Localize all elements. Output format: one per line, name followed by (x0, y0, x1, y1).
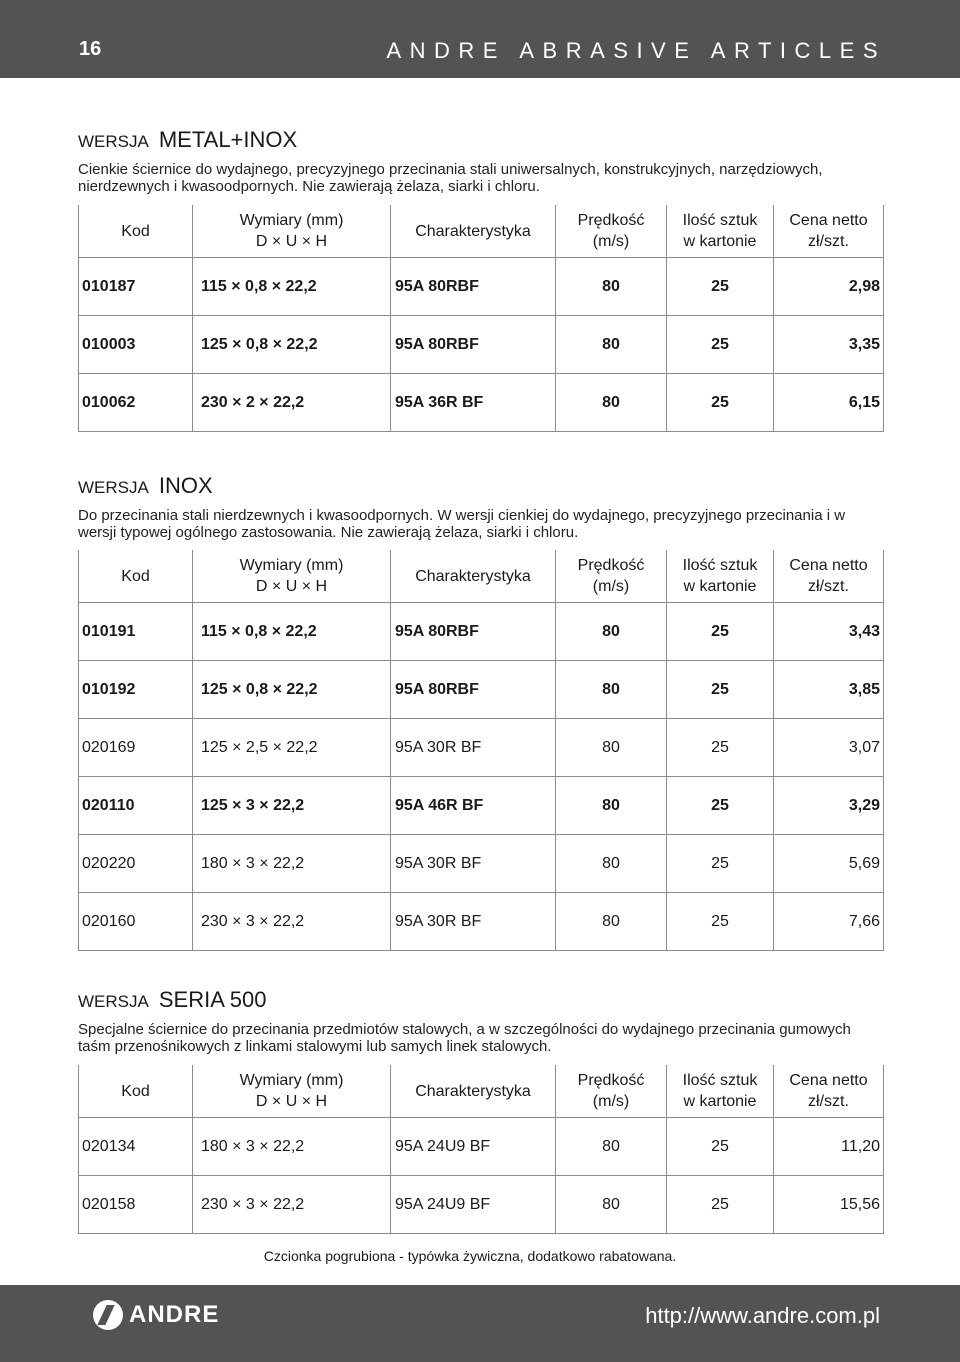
header-dimensions-line1: Wymiary (mm) (239, 1072, 344, 1089)
header-quantity-line1: Ilość sztuk (682, 557, 758, 574)
cell-quantity: 25 (667, 835, 774, 893)
cell-code: 020158 (79, 1176, 193, 1234)
section-prefix: WERSJA (78, 478, 149, 497)
header-kod-line1: Kod (121, 1082, 150, 1100)
cell-characteristic: 95A 24U9 BF (391, 1118, 556, 1176)
cell-speed: 80 (556, 1118, 667, 1176)
cell-price: 7,66 (774, 893, 884, 951)
cell-price: 3,07 (774, 719, 884, 777)
header-quantity-line2: w kartonie (683, 233, 757, 250)
header-dimensions-line2: D × U × H (255, 233, 328, 250)
header-price-line2: zł/szt. (808, 578, 849, 595)
header-quantity-line1: Ilość sztuk (682, 212, 758, 229)
cell-code: 020169 (79, 719, 193, 777)
header-price (774, 550, 884, 603)
header-price (774, 205, 884, 258)
cell-code: 010062 (79, 374, 193, 432)
cell-dimensions: 180 × 3 × 22,2 (193, 835, 391, 893)
table-row (79, 374, 884, 432)
cell-speed: 80 (556, 893, 667, 951)
table-row (79, 603, 884, 661)
section-title (78, 988, 883, 1015)
section-description: Do przecinania stali nierdzewnych i kwasoodpornych. W wersji cienkiej do wydajnego, precyzyjnego przecinania i w wersji typowej ogólnego zastosowania. Nie zawierają żelaza, siarki i chloru. (78, 507, 846, 541)
table-row (79, 661, 884, 719)
cell-speed: 80 (556, 316, 667, 374)
cell-dimensions: 125 × 0,8 × 22,2 (193, 316, 391, 374)
footnote: Czcionka pogrubiona - typówka żywiczna, dodatkowo rabatowana. (263, 1248, 677, 1264)
andre-logo-icon (93, 1300, 123, 1330)
cell-dimensions: 180 × 3 × 22,2 (193, 1118, 391, 1176)
cell-speed: 80 (556, 719, 667, 777)
website-link[interactable]: http://www.andre.com.pl (645, 1303, 880, 1328)
page-footer (0, 1285, 960, 1362)
section-title (78, 474, 883, 501)
cell-quantity: 25 (667, 1118, 774, 1176)
header-dimensions-line1: Wymiary (mm) (239, 557, 344, 574)
header-quantity (667, 205, 774, 258)
header-speed (556, 205, 667, 258)
cell-dimensions: 230 × 2 × 22,2 (193, 374, 391, 432)
cell-price: 2,98 (774, 258, 884, 316)
logo-text: ANDRE (129, 1301, 220, 1328)
header-dimensions-line2: D × U × H (255, 578, 328, 595)
header-characteristic-line1: Charakterystyka (415, 567, 531, 585)
header-characteristic-line1: Charakterystyka (415, 222, 531, 240)
header-characteristic (391, 1065, 556, 1118)
cell-dimensions: 125 × 3 × 22,2 (193, 777, 391, 835)
cell-price: 3,29 (774, 777, 884, 835)
header-speed-line2: (m/s) (592, 1093, 630, 1110)
table-row (79, 1118, 884, 1176)
header-price (774, 1065, 884, 1118)
cell-dimensions: 115 × 0,8 × 22,2 (193, 603, 391, 661)
header-quantity (667, 550, 774, 603)
cell-code: 020220 (79, 835, 193, 893)
table-header-row (79, 550, 884, 603)
cell-dimensions: 230 × 3 × 22,2 (193, 1176, 391, 1234)
cell-price: 5,69 (774, 835, 884, 893)
cell-characteristic: 95A 30R BF (391, 719, 556, 777)
cell-dimensions: 125 × 0,8 × 22,2 (193, 661, 391, 719)
cell-price: 11,20 (774, 1118, 884, 1176)
cell-characteristic: 95A 80RBF (391, 603, 556, 661)
header-quantity-line1: Ilość sztuk (682, 1072, 758, 1089)
header-price-line2: zł/szt. (808, 1093, 849, 1110)
header-characteristic-line1: Charakterystyka (415, 1082, 531, 1100)
cell-code: 010187 (79, 258, 193, 316)
header-dimensions (193, 550, 391, 603)
header-dimensions (193, 1065, 391, 1118)
cell-quantity: 25 (667, 893, 774, 951)
cell-characteristic: 95A 30R BF (391, 835, 556, 893)
section-title (78, 128, 883, 155)
header-kod (79, 550, 193, 603)
header-dimensions-line1: Wymiary (mm) (239, 212, 344, 229)
section-inox (78, 474, 883, 541)
table-row (79, 1176, 884, 1234)
section-seria-500 (78, 988, 883, 1055)
cell-characteristic: 95A 24U9 BF (391, 1176, 556, 1234)
header-kod (79, 205, 193, 258)
cell-quantity: 25 (667, 661, 774, 719)
table-row (79, 893, 884, 951)
header-price-line2: zł/szt. (808, 233, 849, 250)
cell-code: 010192 (79, 661, 193, 719)
cell-dimensions: 125 × 2,5 × 22,2 (193, 719, 391, 777)
section-prefix: WERSJA (78, 132, 149, 151)
catalog-title: ANDRE ABRASIVE ARTICLES (386, 38, 886, 63)
cell-price: 6,15 (774, 374, 884, 432)
header-speed (556, 550, 667, 603)
cell-code: 010003 (79, 316, 193, 374)
cell-price: 3,43 (774, 603, 884, 661)
header-quantity-line2: w kartonie (683, 578, 757, 595)
cell-speed: 80 (556, 374, 667, 432)
header-quantity (667, 1065, 774, 1118)
product-table (78, 1065, 884, 1234)
table-row (79, 835, 884, 893)
cell-code: 010191 (79, 603, 193, 661)
header-kod-line1: Kod (121, 567, 150, 585)
cell-code: 020134 (79, 1118, 193, 1176)
cell-characteristic: 95A 80RBF (391, 258, 556, 316)
andre-logo (93, 1297, 219, 1333)
section-name: SERIA 500 (158, 987, 267, 1012)
cell-quantity: 25 (667, 316, 774, 374)
header-speed-line2: (m/s) (592, 578, 630, 595)
table-row (79, 777, 884, 835)
cell-characteristic: 95A 30R BF (391, 893, 556, 951)
table-row (79, 719, 884, 777)
cell-characteristic: 95A 46R BF (391, 777, 556, 835)
cell-quantity: 25 (667, 777, 774, 835)
header-speed (556, 1065, 667, 1118)
product-table (78, 550, 884, 951)
cell-speed: 80 (556, 777, 667, 835)
cell-speed: 80 (556, 603, 667, 661)
header-kod-line1: Kod (121, 222, 150, 240)
header-speed-line1: Prędkość (577, 1072, 645, 1089)
section-prefix: WERSJA (78, 992, 149, 1011)
table-row (79, 258, 884, 316)
header-price-line1: Cena netto (789, 557, 868, 574)
cell-quantity: 25 (667, 603, 774, 661)
header-dimensions-line2: D × U × H (255, 1093, 328, 1110)
section-metal-inox (78, 128, 883, 195)
cell-price: 3,35 (774, 316, 884, 374)
cell-code: 020110 (79, 777, 193, 835)
header-price-line1: Cena netto (789, 1072, 868, 1089)
cell-characteristic: 95A 80RBF (391, 316, 556, 374)
cell-price: 3,85 (774, 661, 884, 719)
header-speed-line1: Prędkość (577, 212, 645, 229)
cell-characteristic: 95A 36R BF (391, 374, 556, 432)
cell-quantity: 25 (667, 258, 774, 316)
table-header-row (79, 1065, 884, 1118)
header-dimensions (193, 205, 391, 258)
cell-dimensions: 230 × 3 × 22,2 (193, 893, 391, 951)
product-table (78, 205, 884, 432)
section-description: Specjalne ściernice do przecinania przedmiotów stalowych, a w szczególności do wydajnego przecinania gumowych taśm przenośnikowych z linkami stalowymi lub samych linek stalowych. (78, 1021, 851, 1055)
header-price-line1: Cena netto (789, 212, 868, 229)
cell-price: 15,56 (774, 1176, 884, 1234)
cell-characteristic: 95A 80RBF (391, 661, 556, 719)
cell-speed: 80 (556, 835, 667, 893)
header-quantity-line2: w kartonie (683, 1093, 757, 1110)
header-speed-line2: (m/s) (592, 233, 630, 250)
header-speed-line1: Prędkość (577, 557, 645, 574)
table-row (79, 316, 884, 374)
cell-speed: 80 (556, 1176, 667, 1234)
cell-quantity: 25 (667, 374, 774, 432)
cell-speed: 80 (556, 661, 667, 719)
page-number: 16 (79, 38, 102, 60)
cell-quantity: 25 (667, 719, 774, 777)
table-header-row (79, 205, 884, 258)
header-characteristic (391, 205, 556, 258)
cell-speed: 80 (556, 258, 667, 316)
header-kod (79, 1065, 193, 1118)
header-characteristic (391, 550, 556, 603)
cell-quantity: 25 (667, 1176, 774, 1234)
cell-dimensions: 115 × 0,8 × 22,2 (193, 258, 391, 316)
section-name: METAL+INOX (158, 127, 298, 152)
page-header (0, 0, 960, 78)
section-description: Cienkie ściernice do wydajnego, precyzyjnego przecinania stali uniwersalnych, konstrukcyjnych, narzędziowych, nierdzewnych i kwasoodpornych. Nie zawierają żelaza, siarki i chloru. (78, 161, 823, 195)
cell-code: 020160 (79, 893, 193, 951)
section-name: INOX (158, 473, 213, 498)
